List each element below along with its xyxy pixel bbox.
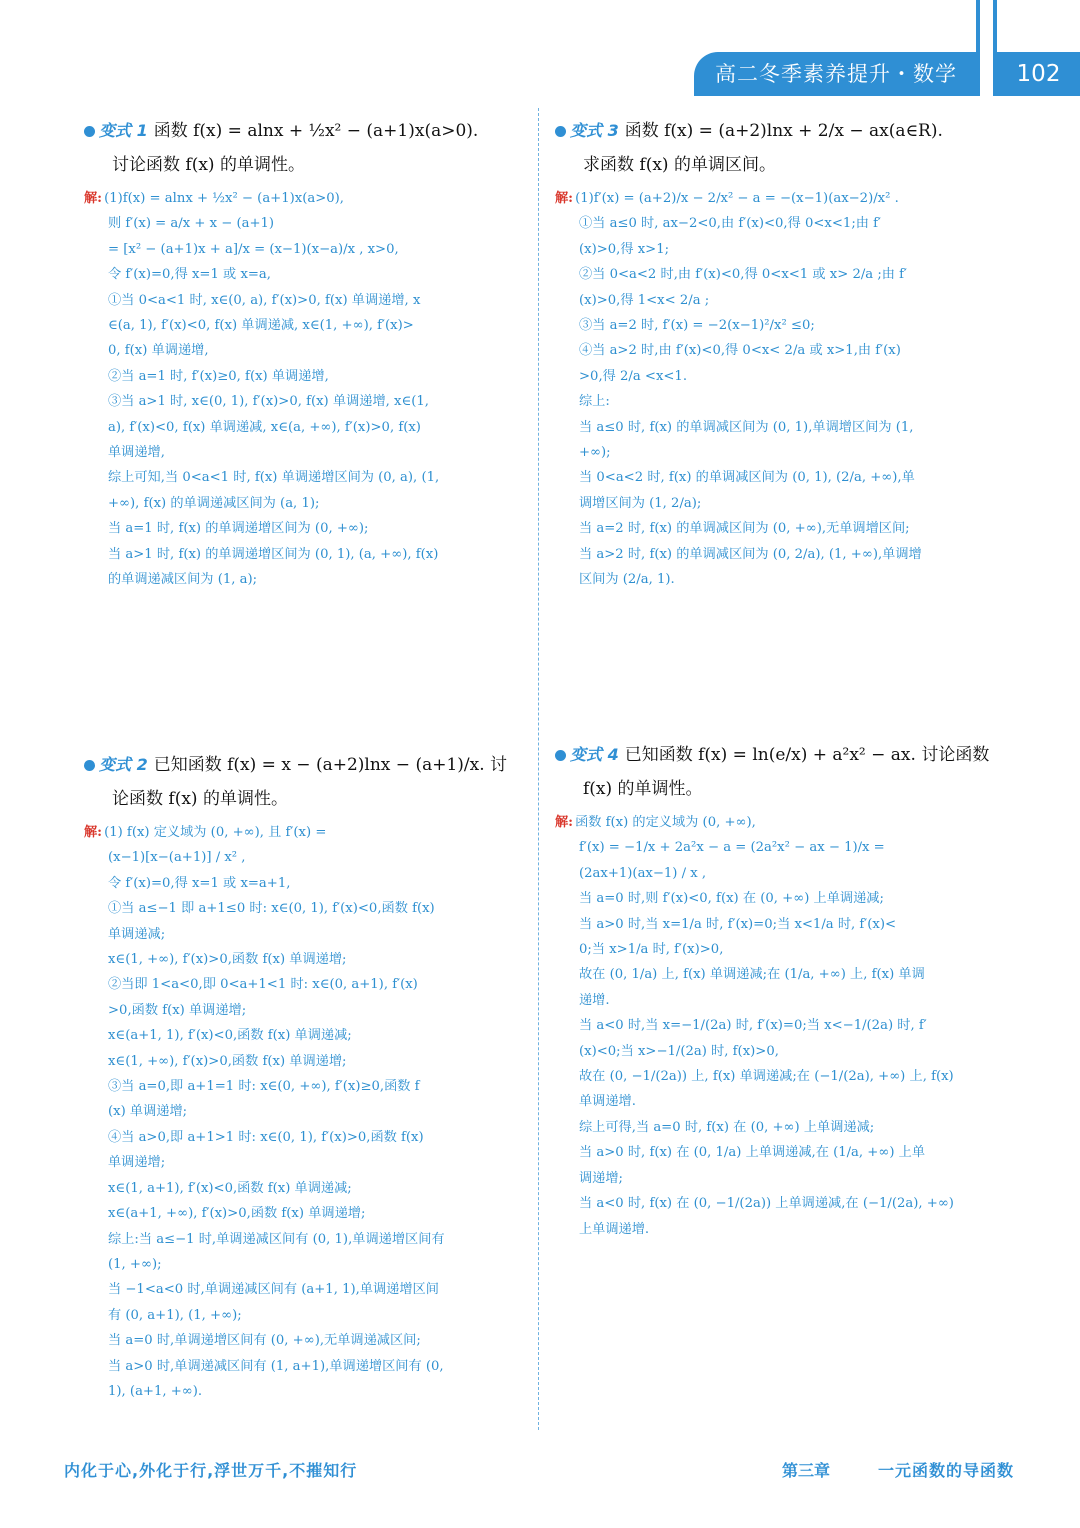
solution-line: +∞); [579,445,611,461]
variant-tag: 变式 2 [99,755,148,774]
solution-line: ③当 a=0,即 a+1=1 时: x∈(0, +∞), f′(x)≥0,函数 f [108,1079,420,1095]
solution-line: 有 (0, a+1), (1, +∞); [108,1307,242,1323]
solution-line: 令 f′(x)=0,得 x=1 或 x=a+1, [108,875,291,891]
solution-label: 解: [84,825,103,840]
question-text-cont: 求函数 f(x) 的单调区间。 [583,155,776,175]
solution-line: 综上可得,当 a=0 时, f(x) 在 (0, +∞) 上单调递减; [579,1119,875,1135]
column-divider [538,108,539,1430]
variant-1 [84,112,530,593]
solution-line: 当 a=2 时, f(x) 的单调减区间为 (0, +∞),无单调增区间; [579,521,910,537]
solution-line: 解: (1)f′(x) = (a+2)/x − 2/x² − a = −(x−1)(ax−2)/x² . [555,191,899,206]
solution-line: 故在 (0, 1/a) 上, f(x) 单调递减;在 (1/a, +∞) 上, f(x) 单调 [579,967,925,983]
solution-line: 综上: [579,394,610,410]
solution-line: 调递增; [579,1170,624,1186]
solution-label: 解: [555,815,574,830]
solution-line: ①当 0<a<1 时, x∈(0, a), f′(x)>0, f(x) 单调递增, x [108,292,421,308]
solution-line: x∈(1, +∞), f′(x)>0,函数 f(x) 单调递增; [108,952,347,968]
variant-4 [555,736,1005,1242]
footer-motto: 内化于心,外化于行,浮世万千,不摧知行 [64,1461,358,1480]
solution-line: ①当 a≤0 时, ax−2<0,由 f′(x)<0,得 0<x<1;由 f′ [579,216,882,232]
solution-line: 单调递增; [108,1155,166,1171]
solution-label: 解: [555,191,574,206]
variant-tag: 变式 3 [570,121,619,140]
page-number: 102 [997,52,1080,96]
solution-line: 1), (a+1, +∞). [108,1383,203,1399]
solution-line: ③当 a=2 时, f′(x) = −2(x−1)²/x² ≤0; [579,318,815,334]
solution-line: ∈(a, 1), f′(x)<0, f(x) 单调递减, x∈(1, +∞), f′(x)> [108,318,414,334]
solution-line: (x)>0,得 1<x< 2/a ; [579,292,710,308]
solution-line: ②当 a=1 时, f′(x)≥0, f(x) 单调递增, [108,368,329,384]
solution [555,810,1005,1242]
solution-line: (x) 单调递增; [108,1104,188,1120]
solution-line: 单调递减; [108,926,166,942]
solution-line: x∈(a+1, +∞), f′(x)>0,函数 f(x) 单调递增; [108,1206,366,1222]
solution-line: 当 a>0 时,单调递减区间有 (1, a+1),单调递增区间有 (0, [108,1358,444,1374]
solution-line: = [x² − (a+1)x + a]/x = (x−1)(x−a)/x , x>0, [108,241,399,257]
question-text: 已知函数 f(x) = ln(e/x) + a²x² − ax. 讨论函数 [624,745,990,765]
solution-line: ④当 a>2 时,由 f′(x)<0,得 0<x< 2/a 或 x>1,由 f′(x) [579,343,901,359]
variant-2-question [84,746,530,784]
solution-line: ②当即 1<a<0,即 0<a+1<1 时: x∈(0, a+1), f′(x) [108,977,418,993]
solution-line: 当 a>0 时,当 x=1/a 时, f′(x)=0;当 x<1/a 时, f′(x)< [579,916,897,932]
solution-line: (x−1)[x−(a+1)] / x² , [108,850,246,866]
solution-line: >0,得 2/a <x<1. [579,368,688,384]
variant-tag: 变式 1 [99,121,148,140]
variant-3 [555,112,1005,593]
bullet-dot-icon [555,126,566,137]
solution-line: >0,函数 f(x) 单调递增; [108,1002,247,1018]
solution-line: 当 a<0 时,当 x=−1/(2a) 时, f′(x)=0;当 x<−1/(2a) 时, f′ [579,1018,927,1034]
question-text-cont: f(x) 的单调性。 [583,779,703,799]
question-text: 函数 f(x) = (a+2)lnx + 2/x − ax(a∈R). [624,121,943,141]
solution-line: 综上:当 a≤−1 时,单调递减区间有 (0, 1),单调递增区间有 [108,1231,445,1247]
solution-line: 当 a=1 时, f(x) 的单调递增区间为 (0, +∞); [108,521,369,537]
solution-line: 则 f′(x) = a/x + x − (a+1) [108,216,275,232]
solution-line: f′(x) = −1/x + 2a²x − a = (2a²x² − ax − 1)/x = [579,840,885,856]
solution-line: 解: 函数 f(x) 的定义域为 (0, +∞), [555,815,756,830]
solution-line: a), f′(x)<0, f(x) 单调递减, x∈(a, +∞), f′(x)>0, f(x) [108,419,421,435]
solution-line: 递增. [579,992,610,1008]
solution-line: 令 f′(x)=0,得 x=1 或 x=a, [108,267,271,283]
solution-line: 当 0<a<2 时, f(x) 的单调减区间为 (0, 1), (2/a, +∞),单 [579,470,915,486]
solution-line: 0, f(x) 单调递增, [108,343,209,359]
header-title: 高二冬季素养提升・数学 [715,62,957,86]
variant-4-question [555,736,1005,774]
solution-line: 当 a=0 时,单调递增区间有 (0, +∞),无单调递减区间; [108,1333,421,1349]
question-text-cont: 论函数 f(x) 的单调性。 [112,789,288,809]
solution [555,186,1005,593]
question-text: 函数 f(x) = alnx + ½x² − (a+1)x(a>0). [153,121,479,141]
solution-line: 单调递增, [108,445,165,461]
solution-line: ①当 a≤−1 即 a+1≤0 时: x∈(0, 1), f′(x)<0,函数 f(x) [108,901,435,917]
solution-line: ④当 a>0,即 a+1>1 时: x∈(0, 1), f′(x)>0,函数 f(x) [108,1129,424,1145]
solution-line: 上单调递增. [579,1221,650,1237]
solution-line: 综上可知,当 0<a<1 时, f(x) 单调递增区间为 (0, a), (1, [108,470,440,486]
solution-line: 当 a>1 时, f(x) 的单调递增区间为 (0, 1), (a, +∞), f(x) [108,546,439,562]
solution-line: 当 a≤0 时, f(x) 的单调减区间为 (0, 1),单调增区间为 (1, [579,419,914,435]
solution-line: ③当 a>1 时, x∈(0, 1), f′(x)>0, f(x) 单调递增, x∈(1, [108,394,429,410]
solution-line: x∈(1, +∞), f′(x)>0,函数 f(x) 单调递增; [108,1053,347,1069]
footer-chapter: 第三章 [782,1461,831,1480]
solution-line: 解: (1)f(x) = alnx + ½x² − (a+1)x(a>0), [84,191,344,206]
solution-line: x∈(1, a+1), f′(x)<0,函数 f(x) 单调递减; [108,1180,352,1196]
solution-line: 当 a>2 时, f(x) 的单调减区间为 (0, 2/a), (1, +∞),单调增 [579,546,922,562]
question-text-cont: 讨论函数 f(x) 的单调性。 [112,155,305,175]
solution-line: 的单调递减区间为 (1, a); [108,572,258,588]
solution-line: 当 a<0 时, f(x) 在 (0, −1/(2a)) 上单调递减,在 (−1/(2a), +∞) [579,1196,954,1212]
solution-line: x∈(a+1, 1), f′(x)<0,函数 f(x) 单调递减; [108,1028,352,1044]
solution-line: 调增区间为 (1, 2/a); [579,495,702,511]
solution-line: 单调递增. [579,1094,636,1110]
solution-line: (2ax+1)(ax−1) / x , [579,865,707,881]
solution-line: 故在 (0, −1/(2a)) 上, f(x) 单调递减;在 (−1/(2a), +∞) 上, f(x) [579,1069,954,1085]
solution-line: +∞), f(x) 的单调递减区间为 (a, 1); [108,495,320,511]
solution-line: 当 −1<a<0 时,单调递减区间有 (a+1, 1),单调递增区间 [108,1282,439,1298]
variant-3-question [555,112,1005,150]
footer-topic: 一元函数的导函数 [878,1461,1015,1480]
bullet-dot-icon [84,126,95,137]
solution-line: 解: (1) f(x) 定义域为 (0, +∞), 且 f′(x) = [84,825,327,840]
solution-line: (1, +∞); [108,1256,162,1272]
solution [84,820,530,1404]
solution-line: 区间为 (2/a, 1). [579,572,675,588]
solution [84,186,530,593]
solution-line: 0;当 x>1/a 时, f′(x)>0, [579,942,724,958]
bullet-dot-icon [84,760,95,771]
solution-line: 当 a>0 时, f(x) 在 (0, 1/a) 上单调递减,在 (1/a, +∞) 上单 [579,1145,926,1161]
solution-line: ②当 0<a<2 时,由 f′(x)<0,得 0<x<1 或 x> 2/a ;由 f′ [579,267,908,283]
variant-2 [84,746,530,1404]
bullet-dot-icon [555,750,566,761]
solution-line: (x)<0;当 x>−1/(2a) 时, f(x)>0, [579,1043,779,1059]
solution-line: 当 a=0 时,则 f′(x)<0, f(x) 在 (0, +∞) 上单调递减; [579,891,884,907]
variant-tag: 变式 4 [570,745,619,764]
solution-label: 解: [84,191,103,206]
solution-line: (x)>0,得 x>1; [579,241,670,257]
variant-1-question [84,112,530,150]
question-text: 已知函数 f(x) = x − (a+2)lnx − (a+1)/x. 讨 [153,755,508,775]
